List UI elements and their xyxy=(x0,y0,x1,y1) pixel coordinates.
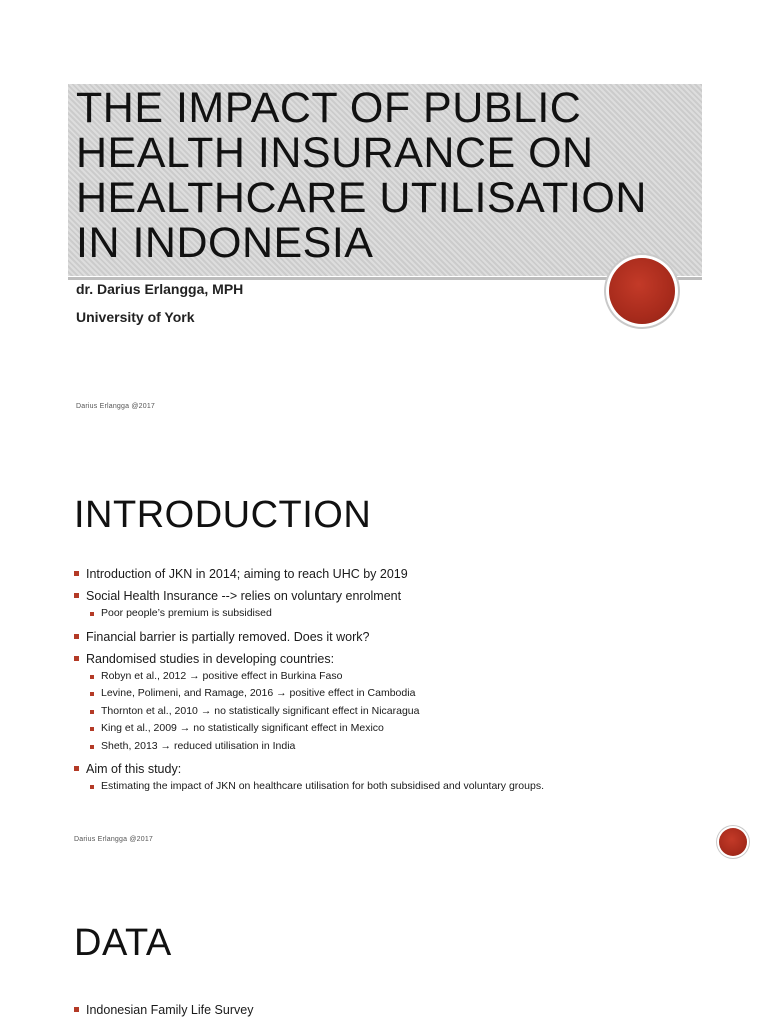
sub-list-item: Robyn et al., 2012 → positive effect in Burkina Faso xyxy=(86,668,694,686)
bullet-text: Randomised studies in developing countries: xyxy=(86,651,335,666)
sub-list-item: Estimating the impact of JKN on healthcare utilisation for both subsidised and voluntary groups. xyxy=(86,778,694,796)
list-item xyxy=(74,651,694,756)
decorative-circle-icon xyxy=(719,828,747,856)
author-name: dr. Darius Erlangga, MPH xyxy=(76,281,244,297)
title-band-divider xyxy=(68,277,702,280)
list-item xyxy=(74,761,694,796)
author-affiliation: University of York xyxy=(76,309,195,325)
bullet-text: Financial barrier is partially removed. Does it work? xyxy=(86,629,370,644)
slide-footer: Darius Erlangga @2017 xyxy=(74,836,154,843)
bullet-text: Introduction of JKN in 2014; aiming to reach UHC by 2019 xyxy=(86,567,408,581)
bullet-text: Aim of this study: xyxy=(86,762,182,776)
introduction-slide xyxy=(0,440,768,870)
slide-title: INTRODUCTION xyxy=(74,494,372,536)
list-item xyxy=(74,1002,694,1018)
presentation-title: THE IMPACT OF PUBLIC HEALTH INSURANCE ON HEALTHCARE UTILISATION IN INDONESIA xyxy=(76,84,647,267)
bullet-text: Indonesian Family Life Survey xyxy=(86,1003,254,1017)
list-item xyxy=(74,629,694,645)
list-item xyxy=(74,566,694,582)
sub-list-item: Thornton et al., 2010 → no statistically significant effect in Nicaragua xyxy=(86,703,694,721)
title-slide xyxy=(0,0,768,430)
sub-bullet-list xyxy=(86,605,694,623)
sub-list-item: Poor people’s premium is subsidised xyxy=(86,605,694,623)
slide-title: DATA xyxy=(74,922,172,964)
sub-list-item: Levine, Polimeni, and Ramage, 2016 → positive effect in Cambodia xyxy=(86,685,694,703)
bullet-text: Social Health Insurance --> relies on voluntary enrolment xyxy=(86,589,402,603)
decorative-circle-icon xyxy=(609,258,675,324)
sub-bullet-list xyxy=(86,778,694,796)
data-slide xyxy=(0,880,768,1024)
slide-footer: Darius Erlangga @2017 xyxy=(76,403,156,410)
sub-bullet-list xyxy=(86,668,694,756)
sub-list-item: King et al., 2009 → no statistically significant effect in Mexico xyxy=(86,720,694,738)
bullet-list xyxy=(74,566,694,802)
list-item xyxy=(74,588,694,623)
bullet-list xyxy=(74,1002,694,1024)
sub-list-item: Sheth, 2013 → reduced utilisation in India xyxy=(86,738,694,756)
